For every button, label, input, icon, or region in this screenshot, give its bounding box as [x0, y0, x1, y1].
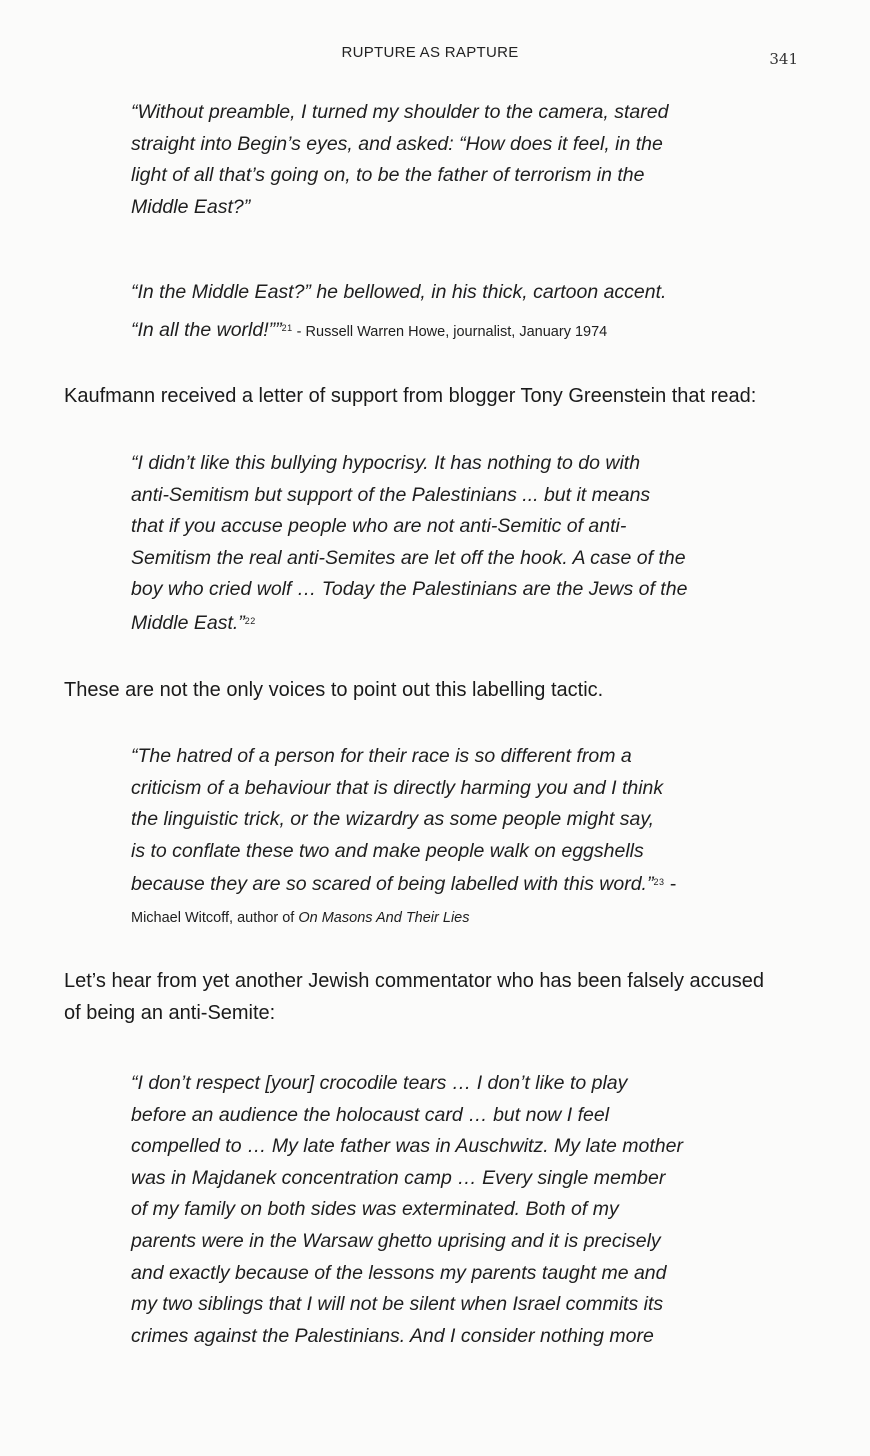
quote-line: parents were in the Warsaw ghetto uprising and it is precisely — [131, 1229, 661, 1252]
quote-jewish-commentator — [131, 1068, 771, 1352]
quote-line: crimes against the Palestinians. And I consider nothing more — [131, 1324, 654, 1347]
running-title: RUPTURE AS RAPTURE — [341, 44, 519, 61]
quote-text: “In all the world!”” — [131, 318, 282, 341]
footnote-marker: 21 — [281, 322, 293, 333]
quote-line: the linguistic trick, or the wizardry as some people might say, — [131, 808, 655, 831]
quote-line: Middle East?” — [131, 195, 251, 218]
body-line: Kaufmann received a letter of support from blogger Tony Greenstein that read: — [64, 385, 757, 407]
quote-line: is to conflate these two and make people walk on eggshells — [131, 839, 644, 862]
footnote-marker: 23 — [653, 877, 665, 888]
footnote-marker: 22 — [244, 615, 256, 626]
quote-begin-reply — [131, 277, 771, 348]
quote-line: Semitism the real anti-Semites are let off the hook. A case of the — [131, 546, 686, 569]
quote-line: “I didn’t like this bullying hypocrisy. It has nothing to do with — [131, 452, 641, 474]
body-line: of being an anti-Semite: — [64, 1002, 276, 1024]
quote-witcoff — [131, 741, 771, 935]
quote-line: “In the Middle East?” he bellowed, in his thick, cartoon accent. — [131, 281, 667, 303]
body-paragraph — [64, 965, 824, 1029]
quote-line: criticism of a behaviour that is directly harming you and I think — [131, 776, 664, 799]
body-paragraph — [64, 674, 824, 706]
quote-line — [131, 867, 771, 901]
quote-text: because they are so scared of being labelled with this word.” — [131, 873, 654, 896]
quote-text: Middle East.” — [131, 611, 245, 634]
attribution-book-title: On Masons And Their Lies — [298, 909, 470, 926]
quote-begin-interview — [131, 97, 771, 223]
quote-line: “The hatred of a person for their race is so different from a — [131, 745, 632, 767]
quote-line: boy who cried wolf … Today the Palestinians are the Jews of the — [131, 578, 688, 601]
quote-line: before an audience the holocaust card … but now I feel — [131, 1103, 610, 1126]
quote-line — [131, 606, 771, 640]
quote-greenstein — [131, 448, 771, 640]
body-paragraph — [64, 380, 824, 412]
quote-line: and exactly because of the lessons my parents taught me and — [131, 1261, 667, 1284]
quote-line — [131, 313, 771, 349]
quote-line: compelled to … My late father was in Auschwitz. My late mother — [131, 1135, 683, 1158]
quote-attribution: - Russell Warren Howe, journalist, January 1974 — [292, 323, 608, 340]
quote-line: “I don’t respect [your] crocodile tears … I don’t like to play — [131, 1072, 628, 1094]
quote-line: light of all that’s going on, to be the father of terrorism in the — [131, 164, 645, 187]
quote-line: straight into Begin’s eyes, and asked: “How does it feel, in the — [131, 132, 663, 155]
quote-line: that if you accuse people who are not anti-Semitic of anti- — [131, 515, 627, 538]
body-line: Let’s hear from yet another Jewish commentator who has been falsely accused — [64, 970, 764, 992]
quote-line: “Without preamble, I turned my shoulder to the camera, stared — [131, 101, 669, 123]
quote-line: was in Majdanek concentration camp … Every single member — [131, 1166, 666, 1189]
body-line: These are not the only voices to point out this labelling tactic. — [64, 679, 604, 701]
quote-line: my two siblings that I will not be silent when Israel commits its — [131, 1293, 664, 1316]
attribution-author: Michael Witcoff, author of — [131, 909, 299, 926]
page-number: 341 — [769, 50, 798, 68]
attribution-dash: - — [664, 873, 677, 896]
quote-line: of my family on both sides was exterminated. Both of my — [131, 1198, 619, 1221]
quote-line: anti-Semitism but support of the Palestinians ... but it means — [131, 483, 651, 506]
quote-attribution — [131, 901, 771, 935]
